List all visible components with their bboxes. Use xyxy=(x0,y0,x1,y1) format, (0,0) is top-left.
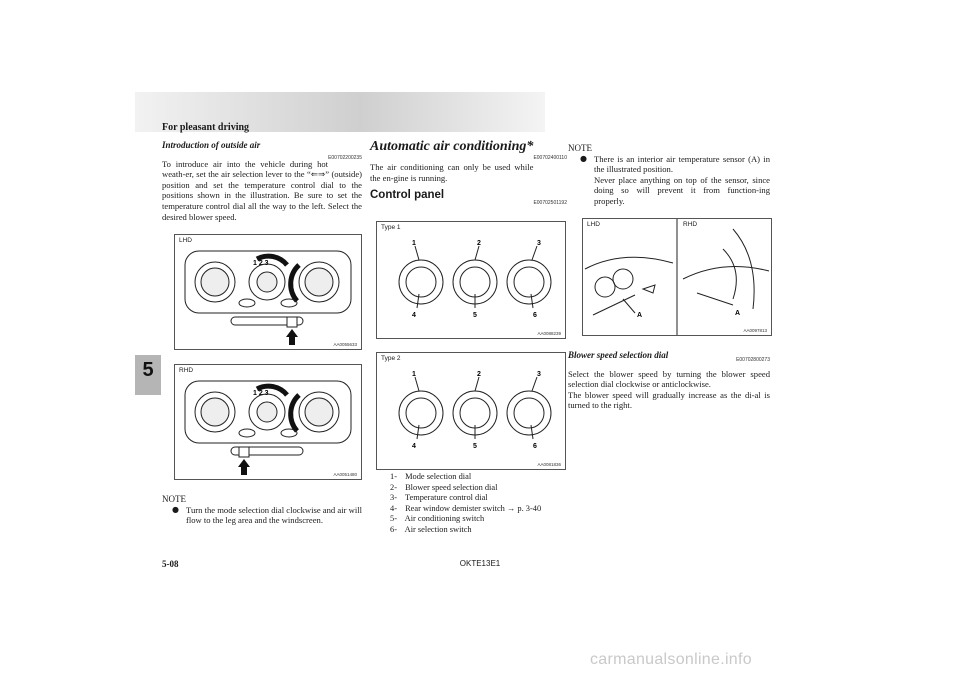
fig-label: Type 1 xyxy=(381,224,401,231)
type1-panel-illustration xyxy=(376,221,566,339)
fig-label: LHD xyxy=(179,237,193,244)
fig-code: AA0055633 xyxy=(333,342,357,347)
fig-code: AA0088239 xyxy=(537,331,561,336)
sensor-location-illustration xyxy=(582,218,772,336)
outside-air-heading: Introduction of outside air xyxy=(162,140,261,150)
fig-code: AA0081836 xyxy=(537,462,561,467)
auto-ac-code: E00702400110 xyxy=(533,155,567,161)
callout-6: 6 xyxy=(533,443,537,450)
legend-item: 1- Mode selection dial xyxy=(390,472,472,481)
callout-1: 1 xyxy=(412,371,416,378)
ac-panel-drawing xyxy=(377,353,565,469)
blower-section xyxy=(568,350,770,411)
rhd-heater-illustration xyxy=(174,364,362,480)
legend-item: 6- Air selection switch xyxy=(390,524,472,534)
ac-panel-drawing xyxy=(377,222,565,338)
callout-3: 3 xyxy=(537,240,541,247)
dashboard-drawing xyxy=(583,219,771,335)
control-legend xyxy=(390,472,565,536)
control-panel-code: E00702501192 xyxy=(533,200,567,207)
heater-panel-drawing xyxy=(175,365,361,479)
blower-paragraph-2: The blower speed will gradually increase as the di-al is turned to the right. xyxy=(568,389,770,411)
watermark: carmanualsonline.info xyxy=(590,651,752,668)
legend-item: 3- Temperature control dial xyxy=(390,493,488,503)
lhd-heater-illustration xyxy=(174,234,362,350)
blower-heading: Blower speed selection dial xyxy=(568,350,669,360)
callout-2: 2 xyxy=(477,371,481,378)
control-panel-heading: Control panel xyxy=(370,189,445,202)
callout-5: 5 xyxy=(473,443,477,450)
sensor-note-warning: Never place anything on top of the sensor, since doing so will prevent it from function-ing properly. xyxy=(594,174,770,206)
svg-text:1 2 3: 1 2 3 xyxy=(253,390,269,397)
auto-ac-intro: The air conditioning can only be used while the en-gine is running. xyxy=(370,162,534,183)
legend-item: 5- Air conditioning switch xyxy=(390,514,485,524)
right-note xyxy=(568,143,770,207)
outside-air-paragraph: To introduce air into the vehicle during hot weath-er, set the air selection lever to the “⇐⇒” (outside) position and set the temperature control dial to the positions shown in the illustration. Be sure to set the temperature control dial all the way to the left. Select the desired blower speed. xyxy=(162,158,362,222)
section-title: For pleasant driving xyxy=(162,122,250,133)
callout-3: 3 xyxy=(537,371,541,378)
chapter-tab xyxy=(135,355,161,395)
fig-label: Type 2 xyxy=(381,355,401,362)
blower-code: E00702800273 xyxy=(736,356,770,363)
callout-4: 4 xyxy=(412,443,416,450)
callout-1: 1 xyxy=(412,240,416,247)
callout-4: 4 xyxy=(412,312,416,319)
note-text: Turn the mode selection dial clockwise and air will flow to the leg area and the windscreen. xyxy=(186,504,362,526)
legend-item: 2- Blower speed selection dial xyxy=(390,482,498,492)
middle-column xyxy=(370,139,567,209)
chapter-number: 5 xyxy=(142,359,154,381)
note-heading: NOTE xyxy=(162,494,186,504)
fig-code: AA0051480 xyxy=(333,472,357,477)
fig-code: AA0097813 xyxy=(743,328,767,333)
left-column xyxy=(162,140,362,222)
callout-6: 6 xyxy=(533,312,537,319)
fig-label-rhd: RHD xyxy=(683,221,698,228)
bullet-icon: ● xyxy=(172,504,179,514)
fig-label: RHD xyxy=(179,367,194,374)
bullet-icon: ● xyxy=(580,153,587,163)
blower-paragraph-1: Select the blower speed by turning the blower speed selection dial clockwise or anticlockwise. xyxy=(568,368,770,390)
document-code: OKTE13E1 xyxy=(459,559,501,568)
sensor-note-text: There is an interior air temperature sensor (A) in the illustrated position. xyxy=(594,153,770,175)
type2-panel-illustration xyxy=(376,352,566,470)
callout-2: 2 xyxy=(477,240,481,247)
outside-air-code: E00702200235 xyxy=(328,154,362,161)
note-heading: NOTE xyxy=(568,143,592,153)
svg-text:1 2 3: 1 2 3 xyxy=(253,260,269,267)
left-note xyxy=(162,494,362,526)
fig-label-lhd: LHD xyxy=(587,221,601,228)
legend-item: 4- Rear window demister switch → p. 3-40 xyxy=(390,503,542,513)
sensor-label-a: A xyxy=(735,310,741,317)
heater-panel-drawing xyxy=(175,235,361,349)
page-number: 5-08 xyxy=(162,559,179,569)
auto-ac-title: Automatic air conditioning* xyxy=(370,139,534,154)
callout-5: 5 xyxy=(473,312,477,319)
sensor-label-a: A xyxy=(637,312,643,319)
